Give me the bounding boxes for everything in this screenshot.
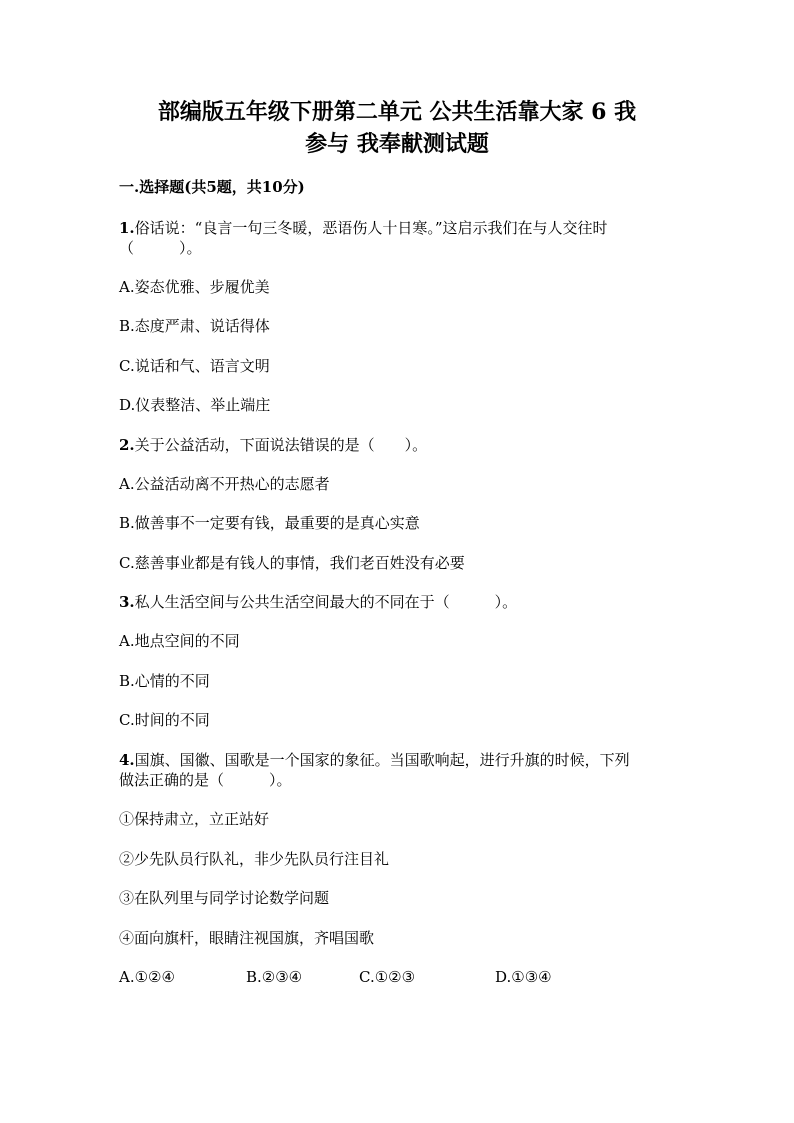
page-title [100,96,694,160]
question-3-option-a: A.地点空间的不同 [119,632,240,650]
question-3-option-c: C.时间的不同 [119,711,210,729]
question-1-text: 俗话说：“良言一句三冬暖，恶语伤人十日寒。”这启示我们在与人交往时 [134,219,608,237]
question-4-number: 4. [119,751,135,769]
question-3-number: 3. [119,593,135,611]
question-1-option-c: C.说话和气、语言文明 [119,357,270,375]
question-2-option-c: C.慈善事业都是有钱人的事情，我们老百姓没有必要 [119,554,465,572]
question-1-option-a: A.姿态优雅、步履优美 [119,278,270,296]
title-line-2: 参与 我奉献测试题 [305,131,489,157]
section-heading: 一.选择题(共5题，共10分) [119,178,305,196]
title-line-1: 部编版五年级下册第二单元 公共生活靠大家 6 我 [157,99,637,125]
question-4-item-1: ①保持肃立，立正站好 [119,810,270,828]
question-3-line [119,592,517,612]
question-4-line-1 [119,750,630,770]
question-4-item-4: ④面向旗杆，眼睛注视国旗，齐唱国歌 [119,929,375,947]
question-2-line [119,435,427,455]
question-4-option-b: B.②③④ [246,968,303,986]
question-1-line-2: （ ）。 [119,239,202,257]
question-2-option-a: A.公益活动离不开热心的志愿者 [119,475,330,493]
question-2-text: 关于公益活动，下面说法错误的是（ ）。 [134,436,428,454]
question-1-option-b: B.态度严肃、说话得体 [119,317,270,335]
question-2-option-b: B.做善事不一定要有钱，最重要的是真心实意 [119,514,420,532]
question-4-item-3: ③在队列里与同学讨论数学问题 [119,889,330,907]
question-1-option-d: D.仪表整洁、举止端庄 [119,396,271,414]
question-1-number: 1. [119,219,135,237]
question-4-option-c: C.①②③ [359,968,416,986]
question-4-text: 国旗、国徽、国歌是一个国家的象征。当国歌响起，进行升旗的时候，下列 [134,751,630,769]
question-4-option-a: A.①②④ [119,968,175,986]
question-3-text: 私人生活空间与公共生活空间最大的不同在于（ ）。 [134,593,518,611]
question-4-line-2: 做法正确的是（ ）。 [119,771,292,789]
question-1-line-1 [119,218,608,238]
question-3-option-b: B.心情的不同 [119,672,210,690]
question-4-item-2: ②少先队员行队礼，非少先队员行注目礼 [119,850,390,868]
question-2-number: 2. [119,436,135,454]
question-4-option-d: D.①③④ [495,968,552,986]
